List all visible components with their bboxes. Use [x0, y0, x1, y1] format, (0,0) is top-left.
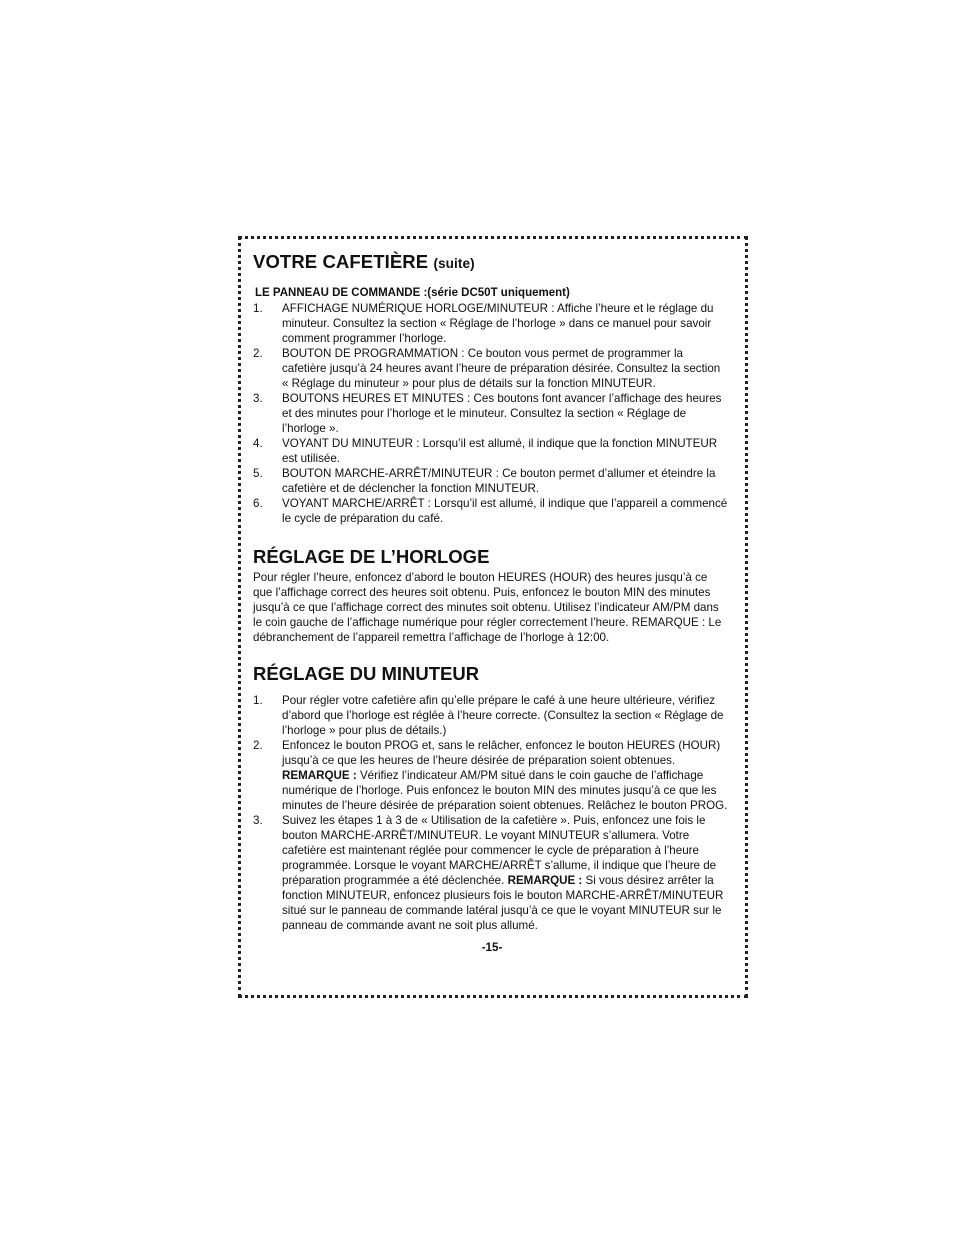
- list-item-text: BOUTON MARCHE-ARRÊT/MINUTEUR : Ce bouton permet d’allumer et éteindre la cafetière et de déclencher la fonction MINUTEUR.: [282, 467, 716, 495]
- list-item: [253, 496, 729, 526]
- page-title: [253, 250, 729, 276]
- list-item-number: 5.: [253, 467, 263, 480]
- list-item: [253, 436, 729, 466]
- list-item-text: BOUTON DE PROGRAMMATION : Ce bouton vous permet de programmer la cafetière jusqu’à 24 heures avant l’heure de préparation désirée. Consultez la section « Réglage du minuteur » pour plus de détails sur la fonction MINUTEUR.: [282, 347, 721, 390]
- list-item-number: 6.: [253, 497, 263, 510]
- list-item: [253, 466, 729, 496]
- list-item-text: BOUTONS HEURES ET MINUTES : Ces boutons font avancer l’affichage des heures et des minutes pour l’horloge et le minuteur. Consultez la section « Réglage de l’horloge ».: [282, 392, 722, 435]
- list-item-text: VOYANT MARCHE/ARRÊT : Lorsqu’il est allumé, il indique que l’appareil a commencé le cycle de préparation du café.: [282, 497, 728, 525]
- page-title-suffix: (suite): [433, 256, 475, 271]
- control-panel-label: LE PANNEAU DE COMMANDE: [255, 287, 421, 299]
- list-item-number: 1.: [253, 302, 263, 315]
- page-content: [253, 250, 729, 955]
- timer-setting-heading: RÉGLAGE DU MINUTEUR: [253, 663, 480, 685]
- list-item-number: 3.: [253, 392, 263, 405]
- list-item-number: 1.: [253, 694, 263, 708]
- list-item-number: 2.: [253, 739, 263, 753]
- list-item: [253, 391, 729, 436]
- list-item-text: VOYANT DU MINUTEUR : Lorsqu’il est allumé, il indique que la fonction MINUTEUR est utilisée.: [282, 437, 718, 465]
- clock-setting-section: [253, 545, 729, 645]
- step-text-part: Si vous désirez arrêter la fonction MINUTEUR, enfoncez plusieurs fois le bouton MARCHE-ARRÊT/MINUTEUR situé sur le panneau de commande latéral jusqu’à ce que le voyant MINUTEUR sur le panneau de commande avant ne soit plus allumé.: [282, 874, 724, 933]
- remark-label: REMARQUE :: [282, 769, 357, 783]
- clock-setting-body: Pour régler l’heure, enfoncez d’abord le bouton HEURES (HOUR) des heures jusqu’à ce que l’affichage correct des heures soit obtenu. Puis, enfoncez le bouton MIN des minutes jusqu’à ce que l’affichage correct des minutes soit obtenu. Utilisez l’indicateur AM/PM dans le coin gauche de l’affichage numérique pour régler correctement l’heure. REMARQUE : Le débranchement de l’appareil remettra l’affichage de l’horloge à 12:00.: [253, 571, 722, 645]
- step-text-part: Enfoncez le bouton PROG et, sans le relâcher, enfoncez le bouton HEURES (HOUR) jusqu’à ce que les heures de l’heure désirée de préparation soient obtenues.: [282, 739, 721, 768]
- list-item: [253, 738, 729, 813]
- list-item-text: [282, 738, 729, 813]
- control-panel-heading: [255, 286, 729, 301]
- step-text-part: Vérifiez l’indicateur AM/PM situé dans le coin gauche de l’affichage numérique de l’horloge. Puis enfoncez le bouton MIN des minutes jusqu’à ce que les minutes de l’heure désirée de préparation soient obtenues. Relâchez le bouton PROG.: [282, 769, 728, 813]
- page-title-main: VOTRE CAFETIÈRE: [253, 251, 429, 272]
- list-item-text: AFFICHAGE NUMÉRIQUE HORLOGE/MINUTEUR : Affiche l’heure et le réglage du minuteur. Consultez la section « Réglage de l’horloge » dans ce manuel pour savoir comment programmer l’horloge.: [282, 302, 714, 345]
- clock-setting-heading: RÉGLAGE DE L’HORLOGE: [253, 546, 490, 567]
- list-item-number: 4.: [253, 437, 263, 450]
- list-item-number: 2.: [253, 347, 263, 360]
- timer-steps-list: [253, 693, 729, 933]
- list-item: [253, 813, 729, 933]
- timer-setting-section: [253, 662, 729, 933]
- remark-label: REMARQUE :: [507, 874, 583, 888]
- list-item-text: [282, 813, 729, 933]
- step-text-part: Suivez les étapes 1 à 3 de « Utilisation de la cafetière ». Puis, enfoncez une fois le bouton MARCHE-ARRÊT/MINUTEUR. Le voyant MINUTEUR s’allumera. Votre cafetière est maintenant réglée pour commencer le cycle de préparation à l’heure programmée. Lorsque le voyant MARCHE/ARRÊT s’allume, il indique que l’heure de préparation programmée a été déclenchée.: [282, 814, 717, 888]
- control-panel-list: [253, 301, 729, 526]
- page-number: -15-: [481, 941, 503, 955]
- list-item-text: Pour régler votre cafetière afin qu’elle prépare le café à une heure ultérieure, vérifiez d’abord que l’horloge est réglée à l’heure correcte. (Consultez la section « Réglage de l’horloge » pour plus de détails.): [282, 694, 724, 738]
- control-panel-qualifier: :(série DC50T uniquement): [420, 287, 570, 299]
- list-item: [253, 346, 729, 391]
- list-item: [253, 693, 729, 738]
- list-item: [253, 301, 729, 346]
- list-item-number: 3.: [253, 814, 263, 828]
